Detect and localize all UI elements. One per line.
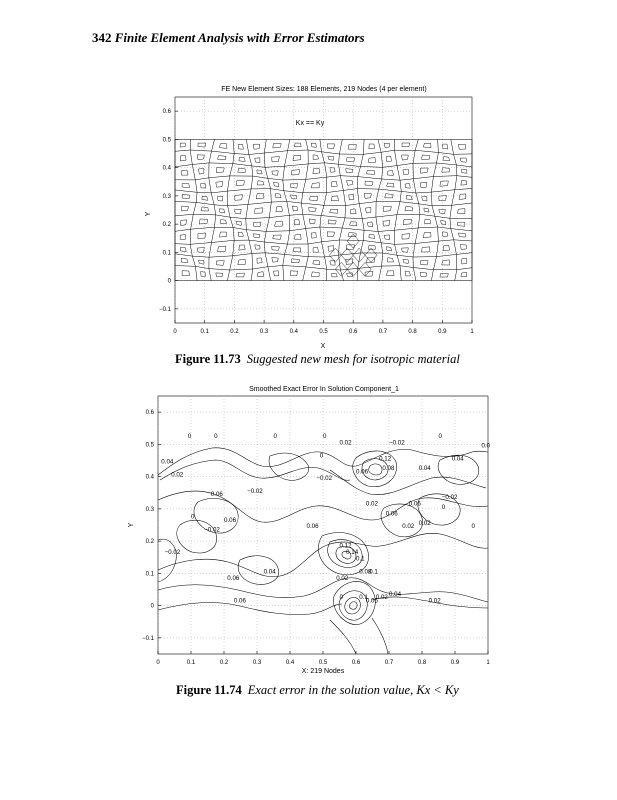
mesh-element-inner (348, 144, 356, 149)
contour-x-tick-label: 0.7 (384, 660, 394, 666)
mesh-element-inner (423, 143, 431, 147)
mesh-element-inner (386, 156, 391, 162)
mesh-element-inner (327, 144, 334, 149)
mesh-element-inner (218, 246, 226, 252)
mesh-element-inner (384, 143, 389, 147)
mesh-element-inner (236, 181, 244, 186)
mesh-element-inner (439, 209, 446, 213)
mesh-element-inner (384, 235, 390, 240)
mesh-element-inner (422, 155, 430, 159)
mesh-element-inner (387, 183, 394, 187)
mesh-element-inner (253, 222, 261, 227)
contour-label: 0.08 (359, 568, 372, 576)
contour-line (372, 618, 388, 654)
mesh-element-inner (239, 157, 245, 161)
mesh-element-inner (402, 143, 410, 147)
contour-label: 0 (319, 452, 324, 460)
mesh-element-inner (365, 181, 373, 185)
mesh-element-inner (309, 207, 317, 211)
mesh-element-inner (369, 234, 375, 238)
mesh-element-inner (257, 181, 264, 185)
contour-label: 0.1 (359, 594, 368, 602)
mesh-element-inner (235, 195, 243, 201)
contour-label: 0.02 (402, 523, 415, 531)
mesh-element-inner (439, 195, 447, 200)
mesh-element-inner (313, 155, 318, 160)
mesh-element-inner (197, 248, 204, 253)
contour-label: 0 (471, 523, 475, 531)
contour-label: −0.02 (204, 526, 220, 534)
mesh-x-tick-label: 0.1 (200, 329, 209, 335)
mesh-element-inner (460, 245, 466, 250)
mesh-element-inner (440, 273, 448, 277)
mesh-element-inner (402, 248, 409, 253)
mesh-element-inner (276, 193, 281, 197)
mesh-element-inner (346, 169, 353, 173)
mesh-y-label: Y (145, 211, 152, 217)
contour-label: 0.06 (233, 597, 246, 605)
mesh-element-inner (238, 168, 246, 172)
mesh-element-inner (216, 261, 224, 266)
contour-y-tick-label: −0.1 (142, 635, 154, 642)
contour-x-label: X: 219 Nodes (301, 668, 345, 675)
mesh-element-inner (254, 208, 262, 214)
mesh-element-inner (199, 219, 207, 224)
mesh-row-line (175, 201, 472, 206)
mesh-element-inner (311, 143, 316, 147)
figure-caption-text-2: Exact error in the solution value, Kx < Ky (247, 683, 459, 697)
mesh-element-inner (274, 271, 279, 276)
mesh-element-inner (253, 144, 260, 149)
mesh-x-tick-label: 0.5 (319, 329, 328, 335)
contour-label: −0.02 (247, 487, 263, 495)
mesh-element-inner (347, 273, 353, 277)
contour-label: 0.1 (369, 568, 378, 576)
contour-label: 0.06 (365, 597, 378, 605)
mesh-element-inner (405, 206, 413, 210)
mesh-element-inner (365, 271, 373, 276)
mesh-element-inner (384, 206, 392, 211)
mesh-element-inner (291, 170, 299, 175)
contour-label: 0 (187, 432, 192, 440)
mesh-element-inner (420, 168, 428, 173)
mesh-element-inner (255, 245, 260, 249)
mesh-element-inner (236, 273, 244, 277)
contour-y-tick-label: 0.5 (145, 442, 154, 449)
mesh-element-inner (313, 247, 319, 252)
contour-title: Smoothed Exact Error In Solution Component_1 (249, 386, 399, 393)
contour-label: 0.06 (385, 510, 398, 518)
mesh-element-inner (182, 194, 189, 198)
mesh-element-inner (274, 182, 279, 186)
contour-label: −0.02 (316, 474, 333, 482)
contour-label: −0.02 (389, 439, 405, 447)
mesh-element-inner (201, 183, 206, 188)
mesh-element-inner (293, 155, 301, 160)
mesh-element-inner (255, 158, 260, 163)
mesh-element-inner (461, 180, 467, 185)
mesh-element-inner (292, 206, 297, 211)
contour-label: 0.1 (356, 555, 365, 563)
mesh-element-inner (273, 144, 281, 149)
mesh-element-inner (181, 220, 187, 226)
mesh-y-tick-label: 0.1 (162, 250, 171, 257)
mesh-element-inner (405, 184, 410, 189)
contour-label: 0.04 (161, 458, 174, 466)
mesh-element-inner (443, 157, 450, 161)
mesh-element-inner (217, 196, 222, 201)
mesh-element-inner (216, 273, 223, 277)
contour-label: 0.02 (428, 597, 441, 605)
contour-label: 0.06 (408, 500, 421, 508)
contour-y-tick-label: 0.3 (145, 506, 154, 513)
mesh-row-line (175, 176, 472, 181)
mesh-element-inner (403, 169, 408, 175)
mesh-element-inner (180, 248, 186, 252)
contour-x-tick-label: 0.1 (186, 660, 196, 666)
mesh-y-tick-label: 0 (167, 278, 171, 285)
mesh-element-inner (309, 219, 315, 224)
mesh-element-inner (198, 260, 204, 264)
mesh-element-inner (311, 183, 319, 188)
mesh-x-tick-label: 1 (470, 329, 474, 335)
mesh-element-inner (443, 232, 448, 237)
mesh-element-inner (293, 248, 301, 252)
mesh-row-line (175, 150, 472, 155)
mesh-element-inner (387, 271, 395, 276)
mesh-element-inner (460, 158, 466, 162)
mesh-element-inner (328, 246, 334, 252)
mesh-element-inner (368, 158, 375, 163)
mesh-column-line (357, 139, 364, 280)
mesh-element-inner (461, 272, 467, 276)
contour-x-tick-label: 0.6 (351, 660, 361, 666)
mesh-element-inner (197, 155, 204, 160)
mesh-element-inner (425, 219, 431, 224)
mesh-element-inner (180, 143, 185, 147)
contour-label: 0 (214, 432, 218, 440)
mesh-element-inner (383, 221, 390, 227)
mesh-element-inner (458, 233, 465, 237)
mesh-element-inner (180, 235, 185, 240)
mesh-column-line (431, 139, 438, 280)
mesh-column-line (376, 139, 383, 280)
mesh-x-tick-label: 0.3 (259, 329, 269, 335)
mesh-x-tick-label: 0.7 (378, 329, 388, 335)
mesh-x-tick-label: 0.8 (408, 329, 417, 335)
mesh-y-tick-label: 0.3 (162, 193, 171, 200)
contour-label: 0.06 (356, 468, 369, 476)
mesh-element-inner (366, 170, 374, 174)
mesh-element-inner (182, 184, 189, 188)
mesh-element-inner (327, 232, 334, 237)
mesh-element-inner (276, 207, 283, 212)
mesh-element-inner (219, 209, 224, 213)
mesh-element-inner (219, 144, 227, 149)
contour-label: 0.02 (336, 574, 349, 582)
contour-label: 0.04 (451, 455, 464, 463)
mesh-element-inner (388, 258, 394, 262)
mesh-element-inner (216, 168, 224, 173)
mesh-element-inner (257, 272, 264, 277)
mesh-x-tick-label: 0.4 (289, 329, 298, 335)
contour-x-tick-label: 0.4 (285, 660, 295, 666)
book-title: Finite Element Analysis with Error Estimators (114, 30, 365, 45)
mesh-element-inner (402, 234, 410, 240)
mesh-x-label: X (320, 343, 326, 350)
mesh-y-tick-label: 0.5 (162, 137, 171, 144)
mesh-annotation: Kx == Ky (295, 120, 325, 127)
mesh-element-inner (442, 260, 450, 265)
figure-label-2: Figure 11.74 (176, 683, 242, 697)
mesh-column-line (283, 139, 290, 280)
contour-label: 0.0 (481, 442, 491, 450)
mesh-x-tick-label: 0.6 (349, 329, 358, 335)
mesh-x-tick-label: 0 (173, 329, 177, 335)
mesh-element-inner (440, 181, 448, 186)
contour-label: 0 (438, 432, 442, 440)
mesh-element-inner (291, 259, 299, 263)
mesh-element-inner (294, 143, 301, 147)
mesh-element-inner (181, 170, 188, 175)
contour-label: −0.02 (164, 549, 181, 556)
contour-label: 0.02 (375, 594, 388, 602)
contour-line (177, 520, 217, 553)
contour-y-tick-label: 0 (150, 603, 154, 610)
mesh-x-ticks (173, 320, 474, 335)
contour-y-tick-label: 0.1 (145, 571, 154, 578)
mesh-column-line (246, 139, 253, 280)
mesh-element-inner (219, 232, 227, 237)
contour-y-tick-label: 0.6 (145, 410, 154, 417)
mesh-element-inner (290, 195, 296, 199)
mesh-element-inner (273, 235, 281, 239)
mesh-element-inner (423, 232, 431, 237)
mesh-x-tick-label: 0.9 (438, 329, 447, 335)
mesh-element-inner (238, 144, 243, 149)
mesh-y-tick-label: −0.1 (159, 306, 171, 313)
figure-caption-text-1: Suggested new mesh for isotropic material (246, 352, 460, 366)
mesh-element-inner (422, 197, 427, 202)
mesh-element-inner (368, 245, 375, 249)
contour-label: 0.12 (339, 542, 352, 550)
mesh-element-inner (365, 207, 371, 213)
mesh-element-inner (238, 232, 243, 236)
mesh-element-inner (330, 209, 338, 213)
mesh-element-inner (313, 261, 320, 265)
mesh-element-inner (388, 171, 394, 176)
mesh-element-inner (386, 247, 391, 251)
mesh-element-inner (294, 234, 301, 239)
contour-x-tick-label: 0.2 (219, 660, 229, 666)
contour-labels (161, 433, 490, 605)
mesh-element-inner (403, 259, 408, 263)
contour-line (330, 470, 486, 495)
mesh-y-tick-label: 0.2 (162, 222, 171, 229)
mesh-element-inner (347, 181, 353, 186)
mesh-element-inner (403, 219, 411, 224)
contour-label: 0.02 (365, 500, 378, 508)
mesh-element-inner (180, 155, 186, 161)
mesh-element-inner (310, 197, 318, 201)
mesh-element-inner (459, 194, 466, 200)
mesh-element-inner (272, 258, 278, 263)
mesh-element-inner (256, 194, 264, 199)
figure-caption-1 (175, 352, 460, 367)
contour-y-label: Y (128, 522, 135, 528)
mesh-element-inner (216, 182, 223, 188)
contour-label: 0.02 (339, 439, 352, 447)
mesh-element-inner (235, 209, 242, 214)
mesh-refined-element (341, 248, 353, 262)
mesh-element-inner (462, 258, 467, 264)
mesh-element-inner (420, 182, 427, 187)
mesh-element-inner (236, 221, 241, 225)
mesh-element-inner (272, 246, 280, 250)
contour-label: 0 (323, 432, 327, 440)
mesh-y-tick-label: 0.6 (162, 109, 171, 116)
mesh-element-inner (257, 258, 262, 263)
figure-label-1: Figure 11.73 (175, 352, 241, 366)
mesh-column-line (339, 139, 346, 280)
mesh-column-line (264, 139, 271, 280)
mesh-element-inner (182, 271, 189, 276)
mesh-element-inner (332, 273, 338, 277)
contour-label: 0.02 (418, 520, 431, 527)
mesh-element-inner (422, 247, 430, 252)
contour-line (158, 603, 342, 615)
figure-caption-2 (176, 683, 459, 698)
mesh-element-inner (218, 156, 226, 160)
figure-contour (128, 386, 491, 675)
contour-label: 0.04 (418, 465, 431, 473)
mesh-element-inner (402, 155, 409, 160)
mesh-column-line (190, 139, 197, 280)
mesh-element-inner (420, 261, 428, 265)
mesh-element-inner (313, 168, 320, 174)
contour-label: 0.12 (379, 455, 392, 463)
mesh-element-inner (462, 169, 467, 173)
contour-label: 0.14 (346, 549, 359, 556)
contour-label: 0 (273, 432, 277, 440)
mesh-x-tick-label: 0.2 (230, 329, 239, 335)
contour-label: 0.02 (171, 471, 184, 479)
mesh-element-inner (405, 271, 410, 276)
contour-x-tick-label: 1 (486, 660, 490, 666)
contour-line (369, 464, 382, 475)
mesh-title: FE New Element Sizes: 188 Elements, 219 Nodes (4 per element) (221, 86, 427, 93)
mesh-column-line (209, 139, 216, 280)
contour-x-tick-label: 0 (156, 660, 160, 666)
contour-label: 0 (191, 513, 195, 521)
contour-x-tick-label: 0.9 (450, 660, 460, 666)
mesh-element-inner (257, 170, 262, 174)
contour-label: 0.06 (227, 574, 240, 582)
mesh-element-inner (443, 245, 450, 251)
mesh-element-inner (239, 245, 245, 250)
contour-label: 0.04 (263, 568, 276, 576)
mesh-column-line (227, 139, 234, 280)
mesh-row-line (175, 266, 472, 271)
mesh-element-inner (442, 168, 450, 173)
contour-label: 0.06 (306, 523, 319, 531)
mesh-element-inner (290, 184, 298, 188)
contour-line (158, 539, 176, 582)
mesh-element-inner (328, 156, 334, 160)
mesh-element-inner (275, 221, 283, 226)
mesh-element-inner (406, 196, 412, 200)
mesh-element-inner (272, 171, 278, 176)
mesh-element-inner (332, 181, 338, 187)
mesh-element-inner (443, 144, 448, 149)
contour-label: 0.06 (210, 491, 223, 498)
mesh-element-inner (458, 144, 465, 149)
mesh-element-inner (347, 158, 355, 162)
mesh-column-line (450, 139, 457, 280)
mesh-element-inner (331, 196, 338, 201)
contour-x-tick-label: 0.8 (417, 660, 427, 666)
mesh-element-inner (201, 272, 206, 277)
mesh-column-line (395, 139, 402, 280)
figure-mesh (145, 86, 474, 350)
mesh-element-inner (424, 208, 429, 212)
contour-line (330, 620, 356, 654)
mesh-row-line (175, 240, 472, 245)
mesh-column-line (301, 139, 308, 280)
contour-y-tick-label: 0.4 (145, 474, 154, 481)
contour-line (269, 453, 309, 480)
mesh-element-inner (328, 220, 336, 224)
mesh-element-inner (238, 259, 246, 265)
mesh-element-inner (420, 272, 427, 276)
contour-label: 0.04 (389, 591, 402, 598)
contour-x-tick-label: 0.3 (252, 660, 262, 666)
page-number: 342 (92, 30, 112, 45)
mesh-element-inner (458, 209, 465, 214)
mesh-element-inner (272, 157, 280, 162)
mesh-y-tick-label: 0.4 (162, 165, 171, 172)
contour-label: 0 (339, 594, 343, 602)
contour-x-ticks (156, 651, 490, 666)
contour-label: 0 (441, 503, 446, 511)
mesh-element-inner (182, 206, 189, 211)
contour-y-tick-label: 0.2 (145, 539, 154, 546)
mesh-element-inner (253, 234, 260, 238)
mesh-element-inner (311, 272, 319, 277)
mesh-element-inner (330, 168, 335, 173)
contour-x-tick-label: 0.5 (318, 660, 328, 666)
contour-label: 0.06 (224, 516, 237, 524)
contour-label: 0.08 (382, 465, 395, 473)
mesh-element-inner (311, 233, 316, 239)
mesh-element-inner (220, 220, 226, 224)
mesh-element-inner (198, 169, 204, 175)
contour-label: −0.02 (441, 494, 458, 502)
mesh-element-inner (181, 258, 188, 262)
mesh-column-line (413, 139, 420, 280)
mesh-element-inner (369, 144, 375, 149)
